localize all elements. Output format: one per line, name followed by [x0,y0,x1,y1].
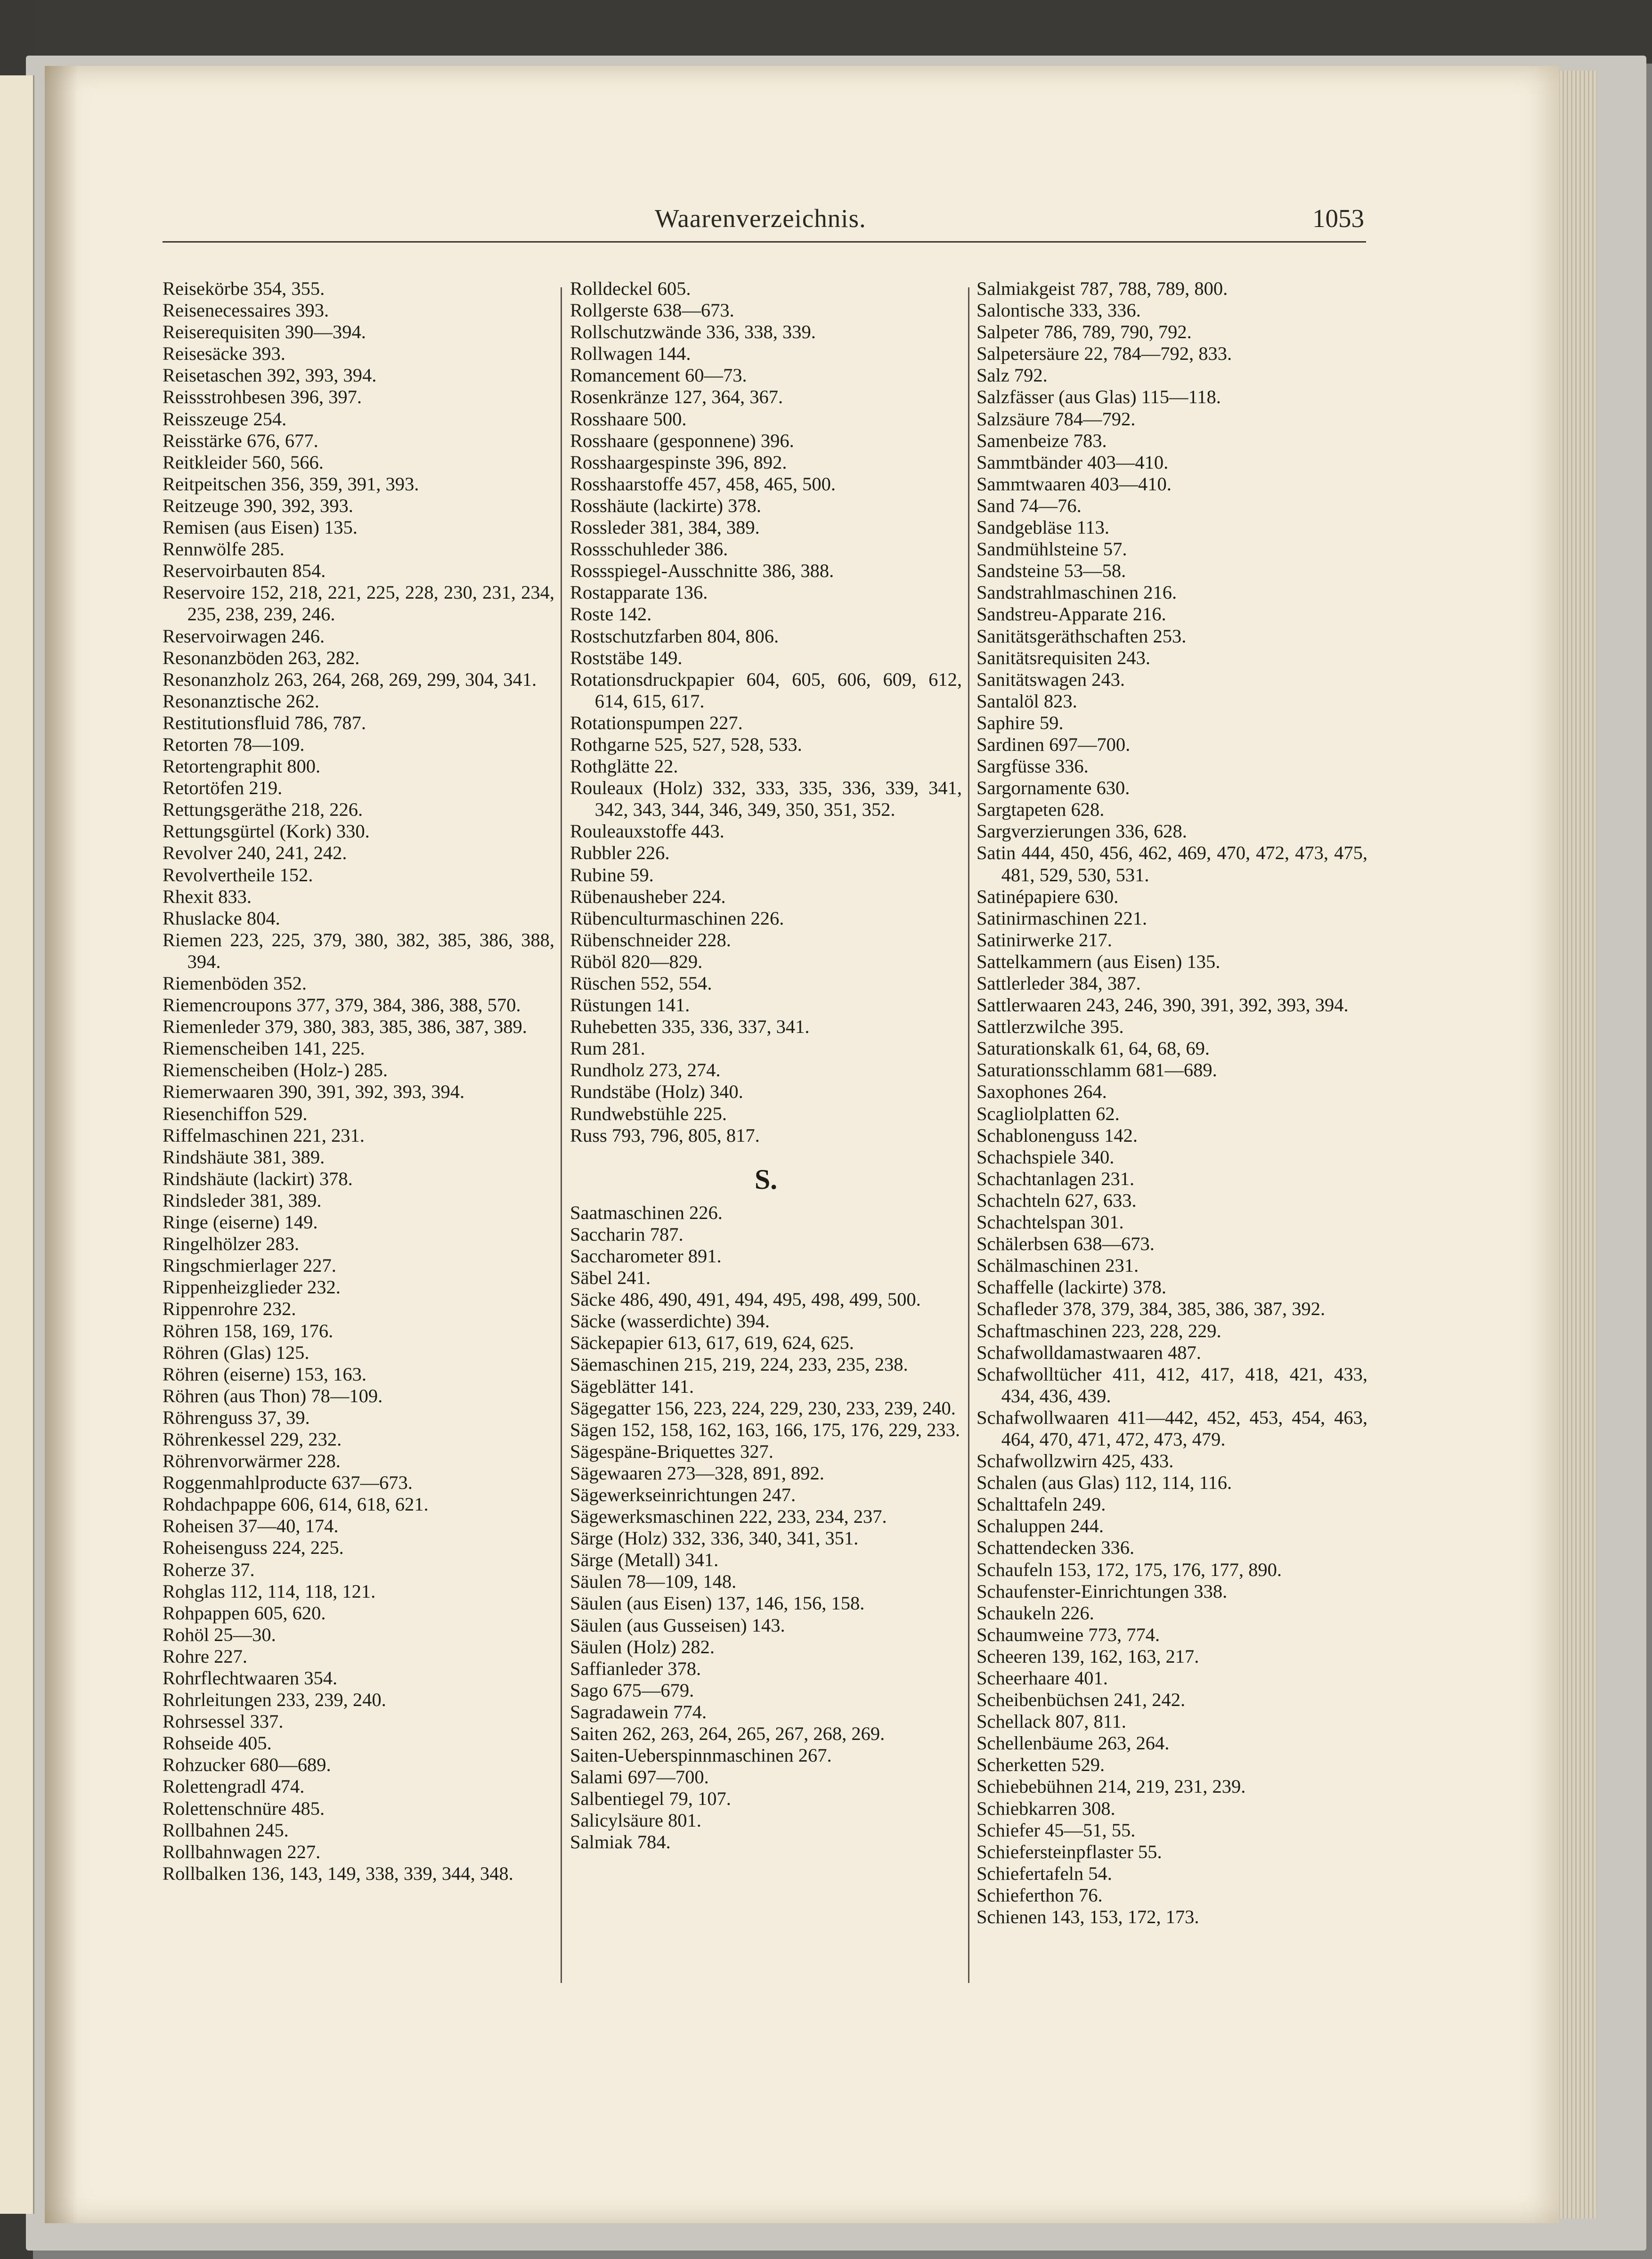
index-entry: Satin 444, 450, 456, 462, 469, 470, 472, 473, 475, 481, 529, 530, 531. [977,842,1367,886]
index-entry: Rollbahnwagen 227. [163,1841,321,1862]
index-entry: Schafwolltücher 411, 412, 417, 418, 421, 433, 434, 436, 439. [977,1363,1367,1406]
index-column-1 [163,278,554,1885]
index-entry: Roheisenguss 224, 225. [163,1537,344,1559]
index-entry: Reissstrohbesen 396, 397. [163,386,362,408]
index-entry: Riemerwaaren 390, 391, 392, 393, 394. [163,1081,465,1103]
column-divider-2 [968,287,969,1983]
index-entry: Saiten-Ueberspinnmaschinen 267. [570,1745,832,1766]
index-entry: Ringschmierlager 227. [163,1255,336,1276]
index-entry: Rollschutzwände 336, 338, 339. [570,321,816,343]
index-entry: Sargornamente 630. [977,777,1130,799]
index-entry: Rubbler 226. [570,842,670,864]
index-entry: Schattendecken 336. [977,1537,1135,1559]
index-entry: Rübenculturmaschinen 226. [570,907,784,929]
index-entry: Scagliolplatten 62. [977,1103,1120,1124]
index-entry: Scherketten 529. [977,1754,1105,1776]
index-entry: Säulen (Holz) 282. [570,1636,715,1658]
index-entry: Santalöl 823. [977,690,1077,712]
index-entry: Schaufenster-Einrichtungen 338. [977,1580,1228,1602]
index-entry: Rindsleder 381, 389. [163,1189,322,1211]
index-entry: Rossschuhleder 386. [570,538,728,560]
index-entry: Riffelmaschinen 221, 231. [163,1124,365,1146]
index-column-2 [570,278,962,1853]
index-entry: Sattlerleder 384, 387. [977,973,1141,994]
index-entry: Sagradawein 774. [570,1701,707,1723]
index-entry: Rosshaarstoffe 457, 458, 465, 500. [570,473,836,495]
header-rule [163,241,1366,243]
index-entry: Sandgebläse 113. [977,517,1109,538]
index-entry: Sandsteine 53—58. [977,560,1126,582]
index-entry: Schablonenguss 142. [977,1124,1138,1146]
column-divider-1 [561,287,562,1983]
index-entry: Saphire 59. [977,712,1064,733]
index-entry: Sägen 152, 158, 162, 163, 166, 175, 176, 229, 233. [570,1419,960,1440]
index-entry: Reisesäcke 393. [163,343,285,365]
index-entry: Salami 697—700. [570,1766,709,1788]
index-entry: Saiten 262, 263, 264, 265, 267, 268, 269. [570,1723,885,1744]
index-entry: Romancement 60—73. [570,365,747,386]
index-entry: Reisstärke 676, 677. [163,430,318,451]
index-entry: Retortöfen 219. [163,777,283,799]
index-entry: Scheeren 139, 162, 163, 217. [977,1645,1199,1667]
index-entry: Rohglas 112, 114, 118, 121. [163,1580,376,1602]
index-entry: Riemenscheiben (Holz-) 285. [163,1059,388,1081]
index-entry: Rindshäute (lackirt) 378. [163,1168,353,1189]
index-entry: Rettungsgürtel (Kork) 330. [163,821,370,842]
index-entry: Röhren 158, 169, 176. [163,1320,334,1341]
index-entry: Russ 793, 796, 805, 817. [570,1124,760,1146]
index-entry: Rhuslacke 804. [163,907,280,929]
index-entry: Rüstungen 141. [570,994,690,1016]
index-entry: Rum 281. [570,1038,645,1059]
index-entry: Rubine 59. [570,864,654,886]
index-entry: Rohzucker 680—689. [163,1754,331,1776]
index-entry: Schachteln 627, 633. [977,1189,1137,1211]
index-entry: Satinirwerke 217. [977,929,1112,951]
index-entry: Reisenecessaires 393. [163,300,329,321]
index-entry: Rohöl 25—30. [163,1624,276,1645]
index-entry: Särge (Holz) 332, 336, 340, 341, 351. [570,1528,859,1549]
index-entry: Salicylsäure 801. [570,1810,701,1831]
index-entry: Rolettengradl 474. [163,1776,305,1797]
index-entry: Salbentiegel 79, 107. [570,1788,731,1810]
index-entry: Salpetersäure 22, 784—792, 833. [977,343,1232,365]
index-entry: Ruhebetten 335, 336, 337, 341. [570,1016,810,1038]
index-entry: Schafwollwaaren 411—442, 452, 453, 454, 463, 464, 470, 471, 472, 473, 479. [977,1406,1367,1450]
index-entry: Schafwollzwirn 425, 433. [977,1450,1174,1472]
index-entry: Rippenrohre 232. [163,1298,296,1320]
index-entry: Riemencroupons 377, 379, 384, 386, 388, 570. [163,994,521,1016]
index-entry: Sand 74—76. [977,495,1082,516]
running-title: Waarenverzeichnis. [655,204,866,233]
index-entry: Salmiak 784. [570,1831,671,1853]
index-entry: Röhren (aus Thon) 78—109. [163,1385,383,1406]
index-entry: Sanitätswagen 243. [977,668,1125,690]
index-entry: Rollbalken 136, 143, 149, 338, 339, 344, 348. [163,1862,513,1884]
index-entry: Rouleaux (Holz) 332, 333, 335, 336, 339, 341, 342, 343, 344, 346, 349, 350, 351, 352. [570,777,962,821]
index-entry: Riemen 223, 225, 379, 380, 382, 385, 386, 388, 394. [163,929,554,972]
index-entry: Ringe (eiserne) 149. [163,1211,318,1233]
index-entry: Restitutionsfluid 786, 787. [163,712,366,733]
index-entry: Rollwagen 144. [570,343,691,365]
index-entry: Scheerhaare 401. [977,1667,1108,1689]
index-entry: Schaumweine 773, 774. [977,1624,1160,1645]
index-entry: Satinirmaschinen 221. [977,907,1147,929]
index-entry: Schaftmaschinen 223, 228, 229. [977,1320,1221,1341]
index-entry: Retortengraphit 800. [163,756,321,777]
index-entry: Sago 675—679. [570,1679,694,1701]
index-entry: Sägeblätter 141. [570,1375,694,1397]
index-entry: Röhrenvorwärmer 228. [163,1450,341,1472]
index-entry: Reservoire 152, 218, 221, 225, 228, 230, 231, 234, 235, 238, 239, 246. [163,582,554,625]
index-entry: Salontische 333, 336. [977,300,1141,321]
index-entry: Sandstrahlmaschinen 216. [977,582,1177,603]
index-entry: Revolver 240, 241, 242. [163,842,347,864]
index-entry: Rundwebstühle 225. [570,1103,727,1124]
index-entry: Sandstreu-Apparate 216. [977,603,1166,625]
index-entry: Reisetaschen 392, 393, 394. [163,365,377,386]
index-entry: Saturationsschlamm 681—689. [977,1059,1217,1081]
index-entry: Rollbahnen 245. [163,1819,289,1841]
index-entry: Rohrsessel 337. [163,1711,284,1732]
index-entry: Reisszeuge 254. [163,408,287,430]
previous-page-edge [0,75,34,2214]
index-entry: Roste 142. [570,603,652,625]
index-entry: Rohrflechtwaaren 354. [163,1667,338,1689]
index-entry: Röhrenkessel 229, 232. [163,1428,342,1450]
index-entry: Schalttafeln 249. [977,1494,1106,1515]
index-entry: Sägegatter 156, 223, 224, 229, 230, 233, 239, 240. [570,1397,956,1419]
index-entry: Schiefersteinpflaster 55. [977,1841,1162,1862]
index-entry: Sanitätsrequisiten 243. [977,647,1150,668]
index-entry: Roggenmahlproducte 637—673. [163,1472,413,1494]
index-entry: Resonanzholz 263, 264, 268, 269, 299, 304, 341. [163,668,537,690]
index-entry: Säulen 78—109, 148. [570,1571,737,1593]
index-entry: Schaffelle (lackirte) 378. [977,1276,1166,1298]
index-entry: Schalen (aus Glas) 112, 114, 116. [977,1472,1232,1494]
index-entry: Rohseide 405. [163,1732,272,1754]
index-entry: Rippenheizglieder 232. [163,1276,341,1298]
index-entry: Satinépapiere 630. [977,886,1119,907]
index-entry: Schiefertafeln 54. [977,1862,1112,1884]
index-entry: Rolettenschnüre 485. [163,1797,325,1819]
index-entry: Saffianleder 378. [570,1658,701,1679]
index-entry: Rundstäbe (Holz) 340. [570,1081,743,1103]
index-entry: Särge (Metall) 341. [570,1549,719,1571]
index-entry: Roheisen 37—40, 174. [163,1515,339,1537]
index-entry: Rouleauxstoffe 443. [570,821,724,842]
index-entry: Rüschen 552, 554. [570,973,712,994]
index-entry: Saccharin 787. [570,1223,684,1245]
index-entry: Schafwolldamastwaaren 487. [977,1341,1201,1363]
index-entry: Säulen (aus Eisen) 137, 146, 156, 158. [570,1593,865,1614]
index-entry: Säcke 486, 490, 491, 494, 495, 498, 499, 500. [570,1289,921,1310]
index-entry: Rhexit 833. [163,886,252,907]
index-entry: Schellack 807, 811. [977,1711,1126,1732]
index-entry: Säckepapier 613, 617, 619, 624, 625. [570,1332,854,1354]
index-entry: Salpeter 786, 789, 790, 792. [977,321,1192,343]
index-entry: Rohrleitungen 233, 239, 240. [163,1689,386,1711]
index-entry: Saatmaschinen 226. [570,1202,723,1223]
page-number: 1053 [1312,204,1364,233]
index-entry: Schaufeln 153, 172, 175, 176, 177, 890. [977,1559,1282,1580]
index-entry: Resonanzböden 263, 282. [163,647,360,668]
section-heading: S. [754,1163,778,1195]
index-entry: Sägewerkseinrichtungen 247. [570,1484,796,1505]
index-entry: Rübenausheber 224. [570,886,726,907]
index-entry: Röhren (eiserne) 153, 163. [163,1363,367,1385]
index-entry: Roherze 37. [163,1559,255,1580]
index-entry: Revolvertheile 152. [163,864,313,886]
index-entry: Schaukeln 226. [977,1602,1094,1624]
index-entry: Sattlerwaaren 243, 246, 390, 391, 392, 393, 394. [977,994,1349,1016]
index-entry: Rosshäute (lackirte) 378. [570,495,762,516]
index-entry: Rüböl 820—829. [570,951,703,972]
index-entry: Rotationsdruckpapier 604, 605, 606, 609, 612, 614, 615, 617. [570,668,962,712]
index-column-3 [977,278,1367,1928]
index-entry: Schafleder 378, 379, 384, 385, 386, 387, 392. [977,1298,1326,1320]
index-entry: Rohre 227. [163,1645,247,1667]
index-entry: Roststäbe 149. [570,647,683,668]
index-entry: Röhrenguss 37, 39. [163,1406,310,1428]
index-entry: Rostschutzfarben 804, 806. [570,625,779,647]
index-entry: Scheibenbüchsen 241, 242. [977,1689,1186,1711]
index-entry: Säbel 241. [570,1267,651,1289]
index-entry: Salzfässer (aus Glas) 115—118. [977,386,1221,408]
index-entry: Retorten 78—109. [163,733,305,755]
index-entry: Rossleder 381, 384, 389. [570,517,760,538]
index-entry: Rosshaare (gesponnene) 396. [570,430,794,451]
index-entry: Reservoirwagen 246. [163,625,325,647]
index-entry: Rohdachpappe 606, 614, 618, 621. [163,1494,429,1515]
index-entry: Saccharometer 891. [570,1245,722,1267]
index-entry: Sattelkammern (aus Eisen) 135. [977,951,1221,972]
index-entry: Riesenchiffon 529. [163,1103,308,1124]
index-entry: Säcke (wasserdichte) 394. [570,1310,770,1332]
index-entry: Schälmaschinen 231. [977,1255,1139,1276]
index-entry: Remisen (aus Eisen) 135. [163,517,358,538]
index-entry: Schälerbsen 638—673. [977,1233,1155,1255]
index-entry: Schienen 143, 153, 172, 173. [977,1906,1199,1928]
index-entry: Schieferthon 76. [977,1884,1103,1906]
index-entry: Sandmühlsteine 57. [977,538,1127,560]
index-entry: Rosshaare 500. [570,408,687,430]
index-entry: Rosenkränze 127, 364, 367. [570,386,783,408]
index-entry: Reservoirbauten 854. [163,560,326,582]
index-entry: Schiebkarren 308. [977,1797,1115,1819]
index-entry: Reitkleider 560, 566. [163,451,324,473]
index-entry: Rostapparate 136. [570,582,708,603]
index-entry: Sammtwaaren 403—410. [977,473,1172,495]
index-entry: Rosshaargespinste 396, 892. [570,451,787,473]
index-entry: Schiebebühnen 214, 219, 231, 239. [977,1776,1246,1797]
index-entry: Rübenschneider 228. [570,929,731,951]
gutter-shadow [45,66,78,2223]
index-entry: Riemenböden 352. [163,973,307,994]
index-entry: Schiefer 45—51, 55. [977,1819,1136,1841]
index-entry: Schachspiele 340. [977,1146,1115,1168]
index-entry: Rohpappen 605, 620. [163,1602,326,1624]
index-entry: Säulen (aus Gusseisen) 143. [570,1614,785,1636]
index-entry: Rettungsgeräthe 218, 226. [163,799,363,821]
index-entry: Rotationspumpen 227. [570,712,743,733]
index-entry: Salz 792. [977,365,1048,386]
index-entry: Rennwölfe 285. [163,538,285,560]
index-entry: Röhren (Glas) 125. [163,1341,309,1363]
index-entry: Saturationskalk 61, 64, 68, 69. [977,1038,1210,1059]
index-entry: Ringelhölzer 283. [163,1233,300,1255]
index-entry: Sardinen 697—700. [977,733,1131,755]
index-entry: Schachtelspan 301. [977,1211,1124,1233]
background-top [0,0,1652,64]
index-entry: Reisekörbe 354, 355. [163,278,325,299]
index-entry: Sargtapeten 628. [977,799,1105,821]
index-entry: Reitpeitschen 356, 359, 391, 393. [163,473,419,495]
index-entry: Rollgerste 638—673. [570,300,734,321]
index-entry: Riemenleder 379, 380, 383, 385, 386, 387, 389. [163,1016,527,1038]
index-entry: Schellenbäume 263, 264. [977,1732,1170,1754]
index-entry: Sägewerksmaschinen 222, 233, 234, 237. [570,1506,887,1528]
index-entry: Sargfüsse 336. [977,756,1089,777]
index-entry: Rossspiegel-Ausschnitte 386, 388. [570,560,834,582]
index-entry: Rothglätte 22. [570,756,678,777]
index-entry: Rolldeckel 605. [570,278,691,299]
index-entry: Salzsäure 784—792. [977,408,1136,430]
index-entry: Salmiakgeist 787, 788, 789, 800. [977,278,1228,299]
index-entry: Reiserequisiten 390—394. [163,321,366,343]
index-entry: Saxophones 264. [977,1081,1107,1103]
index-entry: Sägespäne-Briquettes 327. [570,1440,773,1462]
index-entry: Rothgarne 525, 527, 528, 533. [570,733,802,755]
index-entry: Samenbeize 783. [977,430,1107,451]
index-entry: Schaluppen 244. [977,1515,1104,1537]
index-entry: Resonanztische 262. [163,690,319,712]
index-entry: Reitzeuge 390, 392, 393. [163,495,353,516]
index-entry: Rindshäute 381, 389. [163,1146,325,1168]
index-entry: Säemaschinen 215, 219, 224, 233, 235, 238. [570,1354,908,1375]
index-entry: Riemenscheiben 141, 225. [163,1038,365,1059]
index-entry: Sägewaaren 273—328, 891, 892. [570,1462,824,1484]
index-entry: Schachtanlagen 231. [977,1168,1135,1189]
index-entry: Sammtbänder 403—410. [977,451,1169,473]
index-entry: Sattlerzwilche 395. [977,1016,1124,1038]
index-entry: Rundholz 273, 274. [570,1059,721,1081]
index-entry: Sargverzierungen 336, 628. [977,821,1187,842]
index-entry: Sanitätsgeräthschaften 253. [977,625,1187,647]
